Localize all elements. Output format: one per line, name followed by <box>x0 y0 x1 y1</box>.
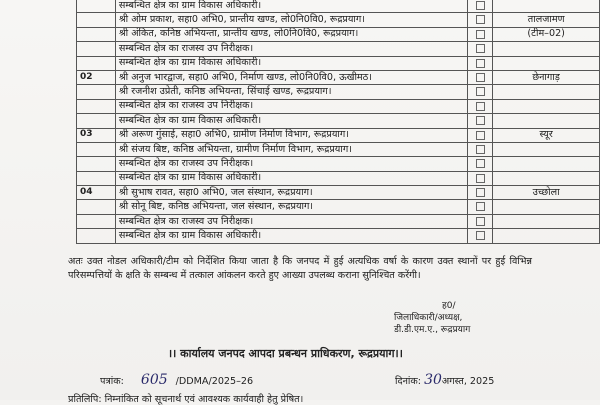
checkbox-cell <box>468 186 493 200</box>
checkbox-square-icon <box>476 174 485 183</box>
reference-label: पत्रांक: <box>100 376 124 387</box>
team-cell <box>493 85 600 99</box>
checkbox-cell <box>468 171 493 185</box>
table-row <box>77 0 600 13</box>
officer-cell: श्री अंकित, कनिष्ठ अभियन्ता, प्रान्तीय खण्ड, लो0नि0वि0, रूद्रप्रयाग। <box>115 27 467 41</box>
checkbox-cell <box>468 99 493 113</box>
team-cell: स्यूर <box>493 128 600 142</box>
table-row <box>77 186 600 200</box>
table-row <box>77 27 600 41</box>
table-row <box>77 99 600 113</box>
table-row <box>77 171 600 185</box>
table-row <box>77 56 600 70</box>
checkbox-square-icon <box>476 116 485 125</box>
team-cell <box>493 214 600 228</box>
checkbox-square-icon <box>476 30 485 39</box>
checkbox-square-icon <box>476 102 485 111</box>
team-cell <box>493 157 600 171</box>
serial-number-cell <box>77 214 116 228</box>
serial-number-cell <box>77 157 116 171</box>
team-cell <box>493 171 600 185</box>
signature-designation: जिलाधिकारी/अध्यक्ष, <box>394 313 463 324</box>
team-cell <box>493 56 600 70</box>
officer-roster-table <box>76 0 600 244</box>
serial-number-cell <box>77 42 116 56</box>
serial-number-cell <box>77 0 116 13</box>
officer-cell: सम्बन्धित क्षेत्र का राजस्व उप निरीक्षक। <box>115 99 467 113</box>
table-row <box>77 200 600 214</box>
team-cell <box>493 99 600 113</box>
checkbox-cell <box>468 85 493 99</box>
instruction-paragraph: अतः उक्त नोडल अधिकारी/टीम को निर्देशित किया जाता है कि जनपद में हुई अत्यधिक वर्षा के कारण उक्त स्थानों पर हुई विभिन्न परिसम्पत्तियों के क्षति के सम्बन्ध में तत्काल आंकलन करते हुए आख्या उपलब्ध कराना सुनिश्चित करेंगी। <box>68 256 532 281</box>
officer-cell: सम्बन्धित क्षेत्र का राजस्व उप निरीक्षक। <box>115 214 467 228</box>
team-cell: उच्छोला <box>493 186 600 200</box>
officer-cell: सम्बन्धित क्षेत्र का ग्राम विकास अधिकारी। <box>115 56 467 70</box>
checkbox-square-icon <box>476 1 485 10</box>
officer-cell: श्री संजय बिष्ट, कनिष्ठ अभियन्ता, ग्रामीण निर्माण विभाग, रूद्रप्रयाग। <box>115 142 467 156</box>
copy-to-line: प्रतिलिपि: निम्नांकित को सूचनार्थ एवं आवश्यक कार्यवाही हेतु प्रेषित। <box>68 394 304 405</box>
reference-suffix: /DDMA/2025–26 <box>175 376 254 387</box>
serial-number-cell <box>77 56 116 70</box>
table-row <box>77 142 600 156</box>
checkbox-square-icon <box>476 59 485 68</box>
serial-number-cell <box>77 200 116 214</box>
serial-number-cell: 03 <box>77 128 116 142</box>
table-row <box>77 13 600 27</box>
date-rest: अगस्त, 2025 <box>441 376 495 387</box>
checkbox-cell <box>468 142 493 156</box>
team-cell <box>493 142 600 156</box>
serial-number-cell: 02 <box>77 70 116 84</box>
checkbox-cell <box>468 128 493 142</box>
officer-cell: सम्बन्धित क्षेत्र का ग्राम विकास अधिकारी। <box>115 229 467 243</box>
checkbox-square-icon <box>476 15 485 24</box>
table-row <box>77 70 600 84</box>
table-row <box>77 214 600 228</box>
team-cell <box>493 42 600 56</box>
officer-cell: सम्बन्धित क्षेत्र का ग्राम विकास अधिकारी। <box>115 0 467 13</box>
officer-cell: श्री अरूण गुंसाई, सहा0 अभि0, ग्रामीण निर्माण विभाग, रूद्रप्रयाग। <box>115 128 467 142</box>
checkbox-cell <box>468 157 493 171</box>
date-label: दिनांक: <box>395 376 421 387</box>
table-row <box>77 114 600 128</box>
checkbox-cell <box>468 229 493 243</box>
checkbox-square-icon <box>476 217 485 226</box>
serial-number-cell <box>77 114 116 128</box>
officer-cell: श्री सोनू बिष्ट, कनिष्ठ अभियन्ता, जल संस्थान, रूद्रप्रयाग। <box>115 200 467 214</box>
officer-cell: सम्बन्धित क्षेत्र का ग्राम विकास अधिकारी। <box>115 114 467 128</box>
checkbox-square-icon <box>476 145 485 154</box>
checkbox-square-icon <box>476 188 485 197</box>
serial-number-cell <box>77 85 116 99</box>
checkbox-cell <box>468 13 493 27</box>
serial-number-cell <box>77 13 116 27</box>
team-cell: (टीम–02) <box>493 27 600 41</box>
checkbox-cell <box>468 214 493 228</box>
checkbox-square-icon <box>476 73 485 82</box>
checkbox-square-icon <box>476 44 485 53</box>
reference-number <box>100 372 253 388</box>
reference-handwritten-number: 605 <box>140 372 168 388</box>
serial-number-cell <box>77 142 116 156</box>
checkbox-square-icon <box>476 87 485 96</box>
officer-cell: श्री अनुज भारद्वाज, सहा0 अभि0, निर्माण खण्ड, लो0नि0वि0, ऊखीमठ। <box>115 70 467 84</box>
checkbox-square-icon <box>476 231 485 240</box>
serial-number-cell <box>77 99 116 113</box>
officer-cell: सम्बन्धित क्षेत्र का राजस्व उप निरीक्षक। <box>115 42 467 56</box>
table-row <box>77 128 600 142</box>
checkbox-cell <box>468 70 493 84</box>
officer-cell: श्री रजनीश उप्रेती, कनिष्ठ अभियन्ता, सिंचाई खण्ड, रूद्रप्रयाग। <box>115 85 467 99</box>
officer-cell: सम्बन्धित क्षेत्र का राजस्व उप निरीक्षक। <box>115 157 467 171</box>
checkbox-cell <box>468 56 493 70</box>
checkbox-cell <box>468 0 493 13</box>
checkbox-square-icon <box>476 159 485 168</box>
team-cell: छेनागाड़ <box>493 70 600 84</box>
officer-cell: श्री ओम प्रकाश, सहा0 अभि0, प्रान्तीय खण्ड, लो0नि0वि0, रूद्रप्रयाग। <box>115 13 467 27</box>
serial-number-cell: 04 <box>77 186 116 200</box>
team-cell <box>493 200 600 214</box>
team-cell <box>493 114 600 128</box>
team-cell: तालजामण <box>493 13 600 27</box>
letter-date <box>395 372 494 388</box>
signature-office: डी.डी.एम.ए., रूद्रप्रयाग <box>394 325 471 336</box>
checkbox-cell <box>468 114 493 128</box>
signature-mark: ह0/ <box>442 301 456 311</box>
checkbox-square-icon <box>476 131 485 140</box>
signature-block <box>394 300 470 336</box>
serial-number-cell <box>77 229 116 243</box>
serial-number-cell <box>77 171 116 185</box>
table-row <box>77 229 600 243</box>
checkbox-cell <box>468 27 493 41</box>
checkbox-cell <box>468 200 493 214</box>
date-handwritten-day: 30 <box>424 372 442 388</box>
table-row <box>77 85 600 99</box>
table-row <box>77 157 600 171</box>
officer-cell: सम्बन्धित क्षेत्र का ग्राम विकास अधिकारी। <box>115 171 467 185</box>
office-heading: ।। कार्यालय जनपद आपदा प्रबन्धन प्राधिकरण, रूद्रप्रयाग।। <box>168 347 403 360</box>
team-cell <box>493 229 600 243</box>
team-cell <box>493 0 600 13</box>
table-row <box>77 42 600 56</box>
checkbox-cell <box>468 42 493 56</box>
checkbox-square-icon <box>476 202 485 211</box>
serial-number-cell <box>77 27 116 41</box>
officer-cell: श्री सुभाष रावत, सहा0 अभि0, जल संस्थान, रूद्रप्रयाग। <box>115 186 467 200</box>
